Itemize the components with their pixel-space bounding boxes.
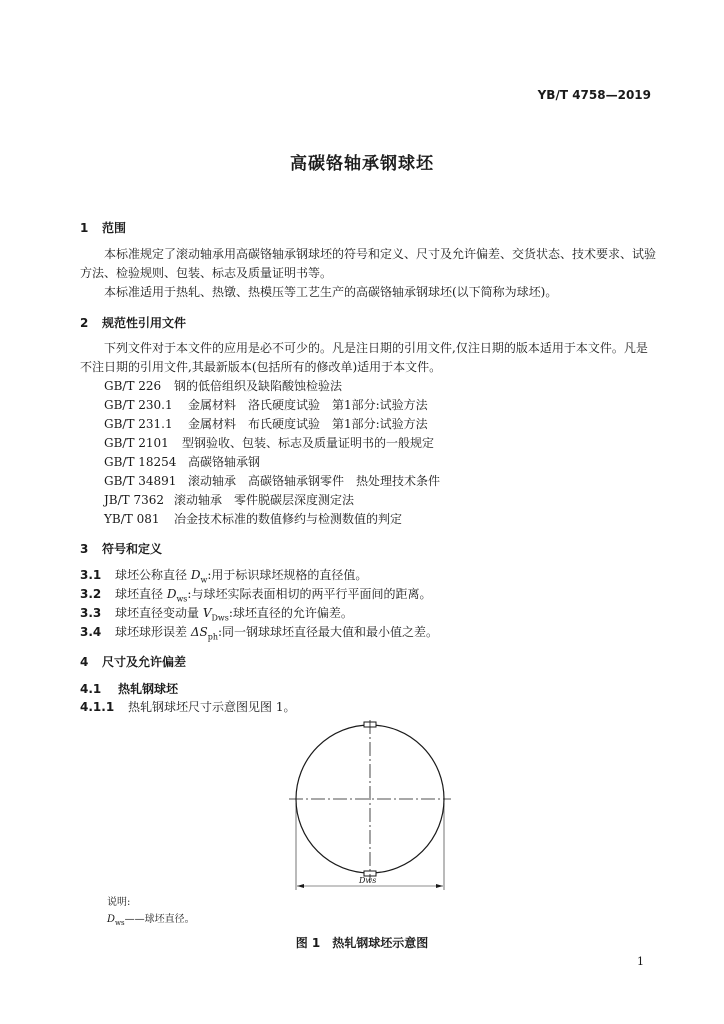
definition-text: :同一钢球球坯直径最大值和最小值之差。 bbox=[218, 625, 439, 639]
definition-text: :球坯直径的允许偏差。 bbox=[228, 606, 353, 620]
note-symbol: D bbox=[107, 914, 116, 925]
section-number: 2 bbox=[80, 316, 89, 330]
definition-text: :与球坯实际表面相切的两平行平面间的距离。 bbox=[187, 587, 432, 601]
section-number: 3 bbox=[80, 542, 89, 556]
reference-item bbox=[104, 510, 402, 527]
reference-title: 滚动轴承 零件脱碳层深度测定法 bbox=[174, 493, 355, 507]
symbol: D bbox=[166, 587, 177, 601]
section-2-heading bbox=[80, 314, 186, 331]
reference-title: 钢的低倍组织及缺陷酸蚀检验法 bbox=[174, 379, 343, 393]
reference-title: 金属材料 布氏硬度试验 第1部分:试验方法 bbox=[188, 417, 428, 431]
section-3-heading bbox=[80, 540, 162, 557]
definition-term: 球坯直径 bbox=[115, 587, 167, 601]
section-title: 尺寸及允许偏差 bbox=[102, 655, 187, 669]
symbol-subscript: ph bbox=[207, 632, 218, 642]
definition-number: 3.4 bbox=[80, 625, 102, 639]
definition-term: 球坯公称直径 bbox=[115, 568, 191, 582]
definition-item bbox=[80, 604, 353, 622]
definition-number: 3.2 bbox=[80, 587, 102, 601]
symbol: ΔS bbox=[190, 625, 208, 639]
figure-note-title: 说明: bbox=[107, 897, 131, 908]
definition-item bbox=[80, 623, 438, 641]
reference-code: GB/T 34891 bbox=[104, 474, 177, 488]
reference-code: GB/T 18254 bbox=[104, 455, 177, 469]
section-1-heading bbox=[80, 219, 126, 236]
section-number: 1 bbox=[80, 221, 89, 235]
reference-item bbox=[104, 491, 354, 508]
definition-number: 3.3 bbox=[80, 606, 102, 620]
scope-paragraph-1: 本标准规定了滚动轴承用高碳铬轴承钢球坯的符号和定义、尺寸及允许偏差、交货状态、技术要求、试验方法、检验规则、包装、标志及质量证明书等。 bbox=[80, 247, 657, 280]
reference-item bbox=[104, 377, 342, 394]
reference-code: YB/T 081 bbox=[104, 512, 160, 526]
section-title: 范围 bbox=[102, 221, 127, 235]
symbol: D bbox=[190, 568, 201, 582]
note-text: ——球坯直径。 bbox=[124, 914, 195, 925]
dimension-label: Dws bbox=[359, 876, 377, 885]
subsection-number: 4.1.1 bbox=[80, 700, 115, 714]
subsection-number: 4.1 bbox=[80, 682, 102, 696]
reference-item bbox=[104, 453, 260, 470]
symbol-subscript: ws bbox=[176, 594, 188, 604]
reference-item bbox=[104, 472, 440, 489]
note-symbol-subscript: ws bbox=[115, 919, 125, 927]
reference-code: GB/T 230.1 bbox=[104, 398, 173, 412]
figure-note-line bbox=[107, 910, 195, 927]
reference-title: 高碳铬轴承钢 bbox=[188, 455, 261, 469]
reference-title: 金属材料 洛氏硬度试验 第1部分:试验方法 bbox=[188, 398, 428, 412]
reference-code: JB/T 7362 bbox=[104, 493, 165, 507]
symbol-subscript: w bbox=[200, 575, 208, 585]
definition-item bbox=[80, 585, 431, 603]
definition-text: :用于标识球坯规格的直径值。 bbox=[207, 568, 368, 582]
definition-number: 3.1 bbox=[80, 568, 102, 582]
dimension-arrow-left bbox=[297, 884, 304, 888]
section-4-heading bbox=[80, 653, 186, 670]
symbol-subscript: Dws bbox=[211, 613, 229, 623]
normative-intro: 下列文件对于本文件的应用是必不可少的。凡是注日期的引用文件,仅注日期的版本适用于本文件。凡是不注日期的引用文件,其最新版本(包括所有的修改单)适用于本文件。 bbox=[80, 341, 648, 374]
subsection-title: 热轧钢球坯 bbox=[118, 682, 179, 696]
definition-term: 球坯直径变动量 bbox=[115, 606, 203, 620]
reference-item bbox=[104, 396, 428, 413]
section-title: 符号和定义 bbox=[102, 542, 163, 556]
scope-paragraph-2: 本标准适用于热轧、热镦、热模压等工艺生产的高碳铬轴承钢球坯(以下简称为球坯)。 bbox=[104, 285, 558, 299]
ball-blank-diagram bbox=[285, 718, 455, 898]
dimension-arrow-right bbox=[436, 884, 443, 888]
subsection-4-1 bbox=[80, 680, 178, 697]
reference-code: GB/T 226 bbox=[104, 379, 162, 393]
subsection-text: 热轧钢球坯尺寸示意图见图 1。 bbox=[128, 700, 296, 714]
definition-term: 球坯球形误差 bbox=[115, 625, 191, 639]
reference-title: 型钢验收、包装、标志及质量证明书的一般规定 bbox=[182, 436, 435, 450]
figure-caption: 图 1 热轧钢球坯示意图 bbox=[295, 936, 429, 950]
reference-title: 滚动轴承 高碳铬轴承钢零件 热处理技术条件 bbox=[188, 474, 441, 488]
reference-title: 冶金技术标准的数值修约与检测数值的判定 bbox=[174, 512, 403, 526]
subsection-4-1-1 bbox=[80, 698, 295, 715]
page-number: 1 bbox=[637, 955, 644, 968]
definition-item bbox=[80, 566, 367, 584]
reference-code: GB/T 2101 bbox=[104, 436, 169, 450]
symbol: V bbox=[202, 606, 212, 620]
document-title: 高碳铬轴承钢球坯 bbox=[290, 154, 434, 174]
reference-item bbox=[104, 415, 428, 432]
section-number: 4 bbox=[80, 655, 89, 669]
reference-code: GB/T 231.1 bbox=[104, 417, 173, 431]
reference-item bbox=[104, 434, 434, 451]
standard-code: YB/T 4758—2019 bbox=[537, 88, 651, 102]
section-title: 规范性引用文件 bbox=[102, 316, 187, 330]
